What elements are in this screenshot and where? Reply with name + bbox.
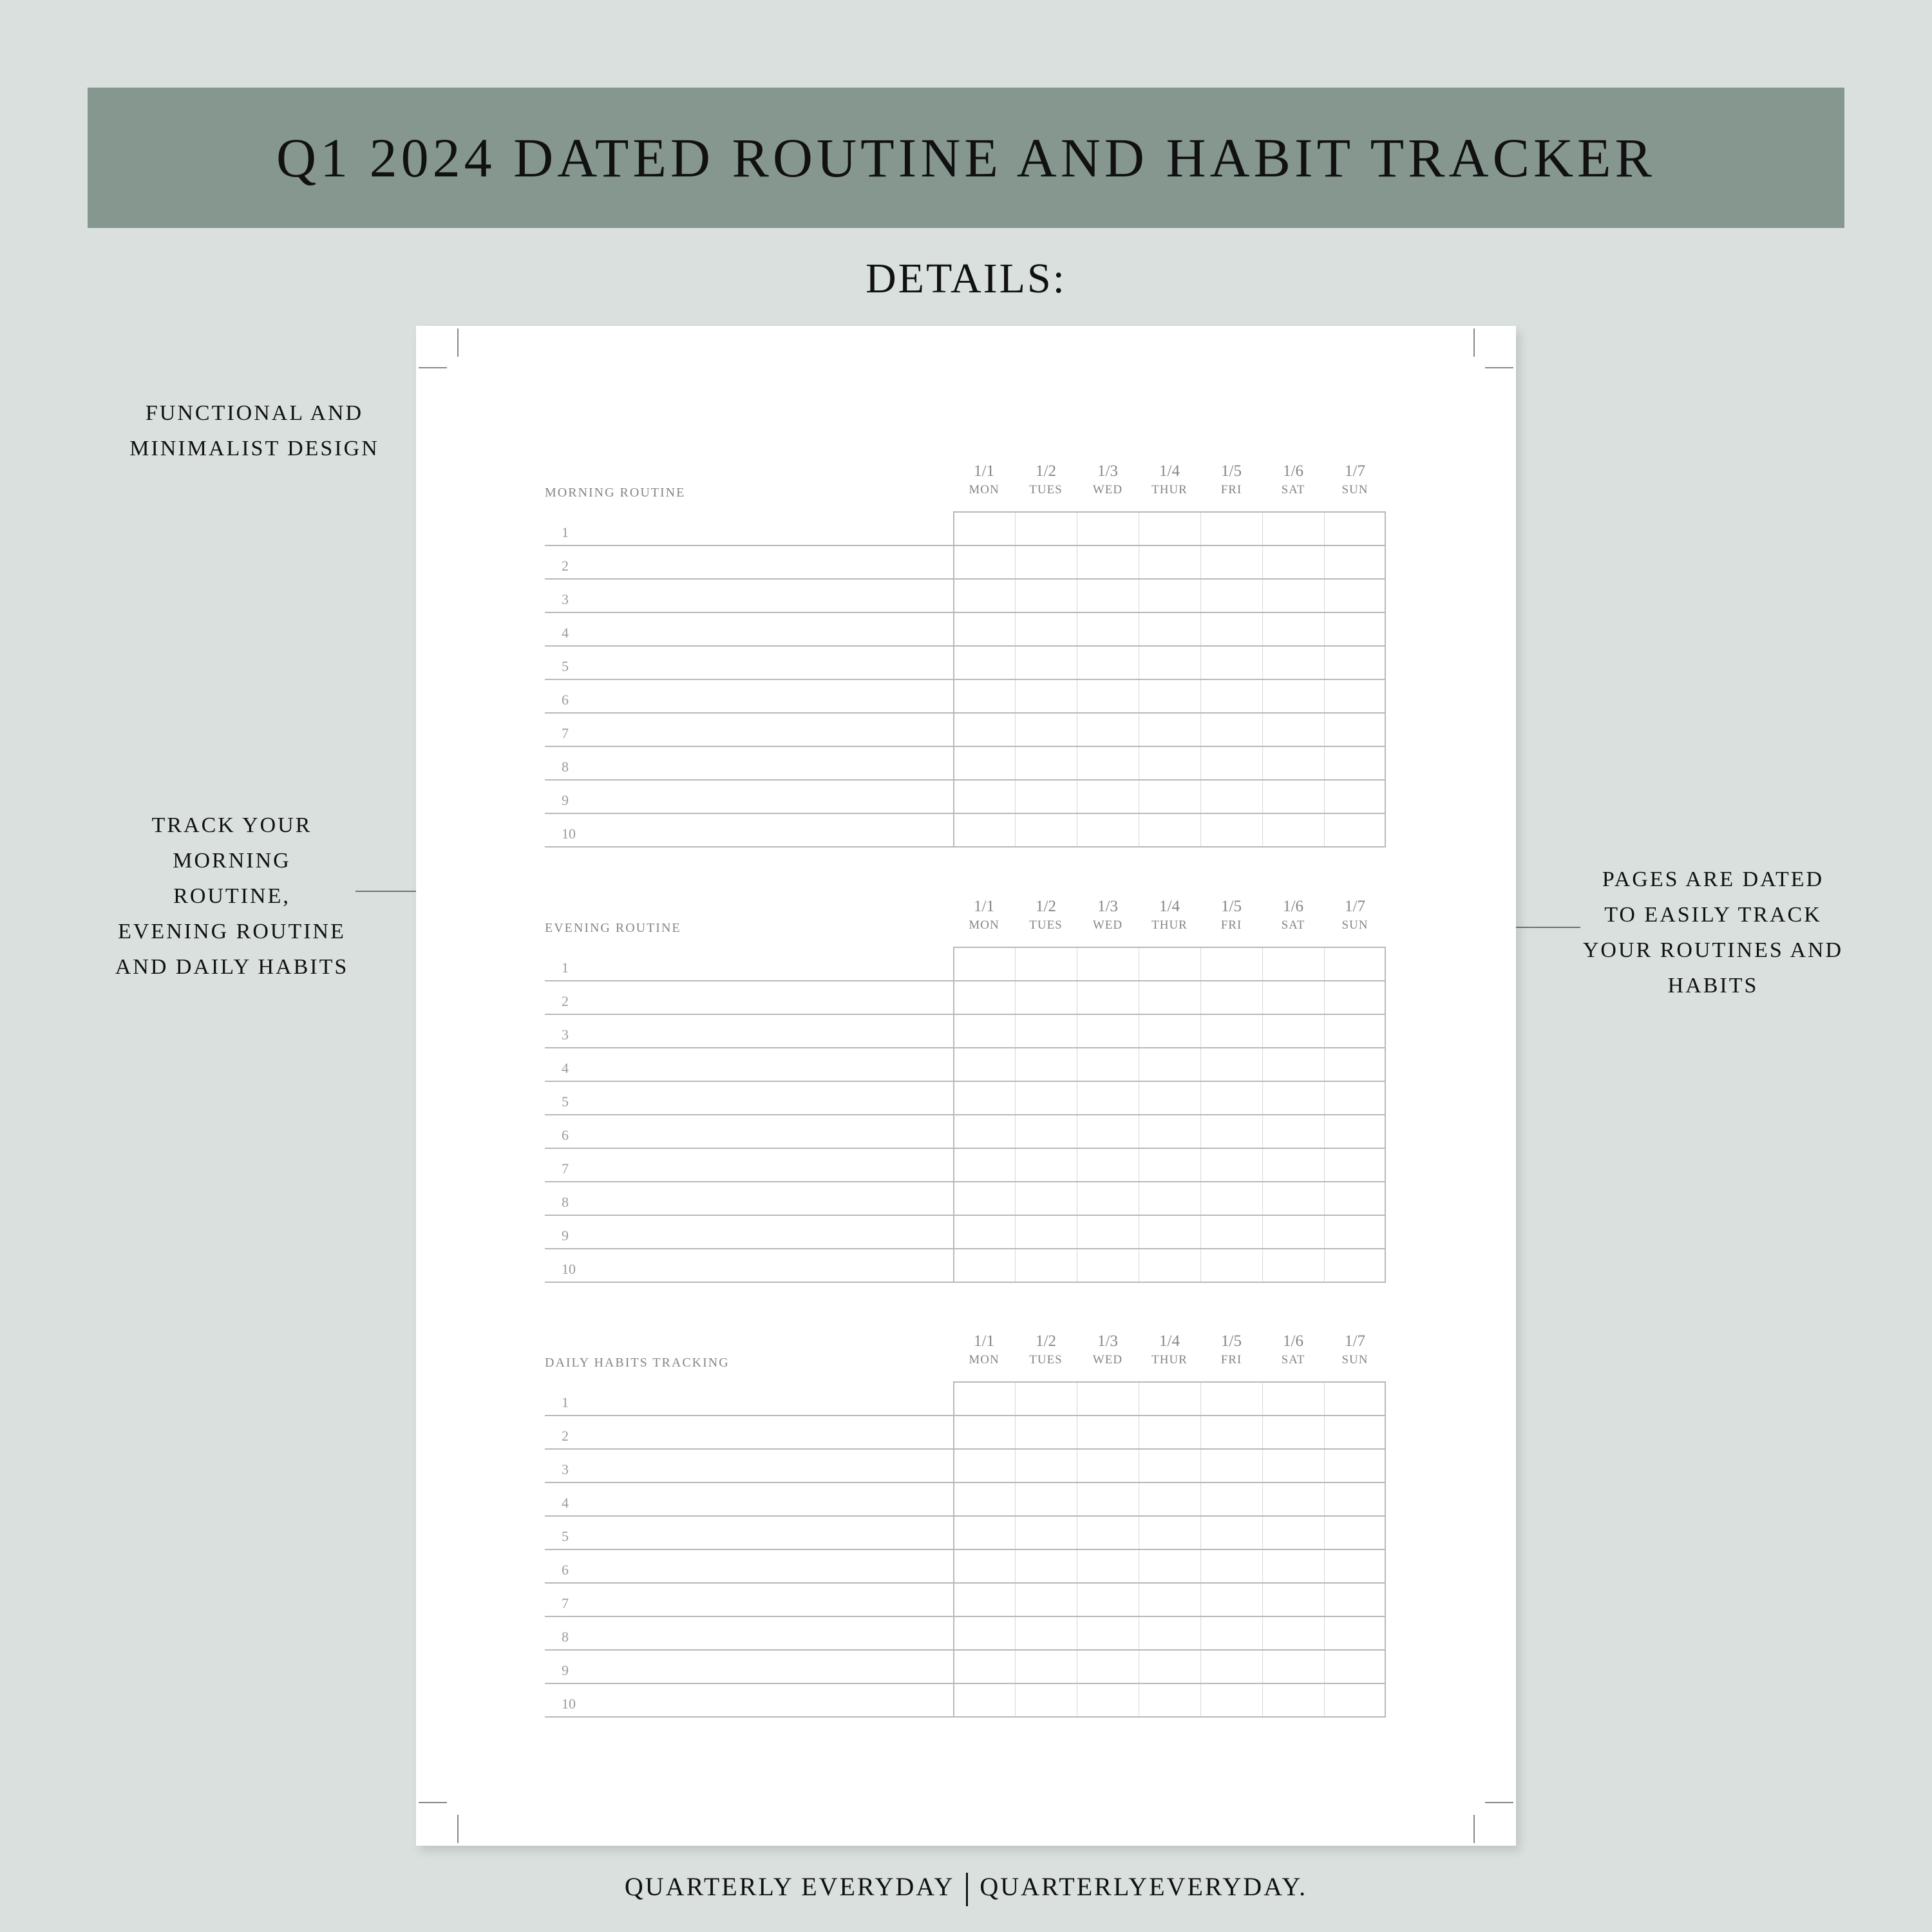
table-row xyxy=(545,1215,1386,1249)
row-number: 3 xyxy=(562,591,569,607)
day-name: WED xyxy=(1092,918,1123,932)
table-row xyxy=(545,1482,1386,1517)
day-name: MON xyxy=(969,483,999,497)
page-title: Q1 2024 DATED ROUTINE AND HABIT TRACKER xyxy=(276,127,1656,189)
day-name: SAT xyxy=(1281,483,1305,497)
day-header xyxy=(1139,462,1200,497)
table-row xyxy=(545,947,1386,981)
footer-brand: QUARTERLY EVERYDAY xyxy=(624,1872,955,1901)
row-number: 5 xyxy=(562,658,569,674)
table-row xyxy=(545,1381,1386,1416)
table-row xyxy=(545,1448,1386,1483)
details-heading: DETAILS: xyxy=(865,255,1066,302)
section-title: EVENING ROUTINE xyxy=(545,921,681,935)
table-row xyxy=(545,1683,1386,1718)
row-number: 10 xyxy=(562,1696,576,1712)
row-number: 8 xyxy=(562,1629,569,1645)
day-name: FRI xyxy=(1220,1353,1242,1367)
row-number: 2 xyxy=(562,558,569,574)
day-header xyxy=(1015,462,1077,497)
row-number: 9 xyxy=(562,1662,569,1678)
title-banner xyxy=(88,88,1844,228)
row-number: 9 xyxy=(562,792,569,808)
day-header xyxy=(1139,898,1200,933)
day-header xyxy=(953,462,1015,497)
day-header xyxy=(953,1332,1015,1367)
note-track xyxy=(103,808,361,985)
day-name: THUR xyxy=(1151,483,1188,497)
table-row xyxy=(545,1014,1386,1048)
day-header xyxy=(1077,1332,1139,1367)
row-number: 6 xyxy=(562,1127,569,1143)
table-row xyxy=(545,1181,1386,1216)
crop-mark xyxy=(1485,1802,1513,1803)
table-row xyxy=(545,746,1386,781)
day-name: SUN xyxy=(1341,483,1368,497)
table-row xyxy=(545,813,1386,848)
day-date: 1/3 xyxy=(1097,898,1118,915)
table-row xyxy=(545,1047,1386,1082)
note-line: MINIMALIST DESIGN xyxy=(129,437,379,460)
note-dated xyxy=(1571,862,1855,1003)
row-number: 10 xyxy=(562,826,576,842)
table-row xyxy=(545,1248,1386,1283)
row-number: 7 xyxy=(562,725,569,741)
day-date: 1/3 xyxy=(1097,462,1118,480)
table-row xyxy=(545,1549,1386,1584)
row-number: 1 xyxy=(562,960,569,976)
day-header xyxy=(1262,1332,1324,1367)
row-number: 8 xyxy=(562,1194,569,1210)
day-date: 1/2 xyxy=(1036,1332,1056,1350)
note-design xyxy=(109,395,399,466)
table-row xyxy=(545,1114,1386,1149)
table-row xyxy=(545,1415,1386,1450)
day-name: MON xyxy=(969,1353,999,1367)
day-date: 1/7 xyxy=(1345,898,1365,915)
row-number: 7 xyxy=(562,1160,569,1177)
table-row xyxy=(545,511,1386,546)
day-name: TUES xyxy=(1029,1353,1063,1367)
day-date: 1/6 xyxy=(1283,462,1303,480)
crop-mark xyxy=(457,328,459,357)
note-line: PAGES ARE DATED xyxy=(1602,867,1824,891)
table-row xyxy=(545,1515,1386,1550)
day-date: 1/4 xyxy=(1159,1332,1180,1350)
day-header xyxy=(1200,462,1262,497)
day-date: 1/1 xyxy=(974,1332,994,1350)
day-date: 1/1 xyxy=(974,898,994,915)
row-number: 5 xyxy=(562,1094,569,1110)
day-header xyxy=(1324,462,1386,497)
day-date: 1/2 xyxy=(1036,462,1056,480)
day-header xyxy=(1077,462,1139,497)
row-number: 5 xyxy=(562,1528,569,1544)
row-number: 7 xyxy=(562,1595,569,1611)
day-date: 1/3 xyxy=(1097,1332,1118,1350)
day-header xyxy=(1015,1332,1077,1367)
crop-mark xyxy=(1473,1815,1475,1843)
day-date: 1/6 xyxy=(1283,1332,1303,1350)
day-header xyxy=(1262,898,1324,933)
table-row xyxy=(545,1148,1386,1182)
day-date: 1/7 xyxy=(1345,462,1365,480)
row-number: 8 xyxy=(562,759,569,775)
day-name: MON xyxy=(969,918,999,932)
day-name: TUES xyxy=(1029,918,1063,932)
row-number: 4 xyxy=(562,1060,569,1076)
day-date: 1/1 xyxy=(974,462,994,480)
day-header xyxy=(1077,898,1139,933)
row-number: 3 xyxy=(562,1461,569,1477)
table-row xyxy=(545,679,1386,714)
day-date: 1/4 xyxy=(1159,462,1180,480)
day-name: WED xyxy=(1092,1353,1123,1367)
day-name: THUR xyxy=(1151,918,1188,932)
table-row xyxy=(545,1081,1386,1115)
day-date: 1/5 xyxy=(1221,462,1242,480)
day-name: WED xyxy=(1092,483,1123,497)
table-row xyxy=(545,980,1386,1015)
day-date: 1/7 xyxy=(1345,1332,1365,1350)
day-name: FRI xyxy=(1220,483,1242,497)
row-number: 1 xyxy=(562,1394,569,1410)
day-header xyxy=(1015,898,1077,933)
row-number: 6 xyxy=(562,692,569,708)
table-row xyxy=(545,712,1386,747)
note-line: YOUR ROUTINES AND xyxy=(1582,938,1844,962)
row-number: 4 xyxy=(562,625,569,641)
table-row xyxy=(545,1582,1386,1617)
table-row xyxy=(545,645,1386,680)
table-row xyxy=(545,612,1386,647)
day-name: SAT xyxy=(1281,1353,1305,1367)
day-date: 1/4 xyxy=(1159,898,1180,915)
table-row xyxy=(545,1616,1386,1651)
day-date: 1/5 xyxy=(1221,1332,1242,1350)
note-line: MORNING xyxy=(173,849,291,873)
crop-mark xyxy=(419,1802,447,1803)
day-date: 1/5 xyxy=(1221,898,1242,915)
day-name: FRI xyxy=(1220,918,1242,932)
table-row xyxy=(545,1649,1386,1684)
day-header xyxy=(1200,898,1262,933)
row-number: 6 xyxy=(562,1562,569,1578)
section-title: MORNING ROUTINE xyxy=(545,486,686,500)
row-number: 1 xyxy=(562,524,569,540)
footer-site: QUARTERLYEVERYDAY. xyxy=(980,1872,1308,1901)
day-name: SUN xyxy=(1341,918,1368,932)
crop-mark xyxy=(1485,367,1513,368)
row-number: 10 xyxy=(562,1261,576,1277)
row-number: 2 xyxy=(562,993,569,1009)
day-name: TUES xyxy=(1029,483,1063,497)
row-number: 9 xyxy=(562,1227,569,1244)
day-header xyxy=(1139,1332,1200,1367)
day-name: SUN xyxy=(1341,1353,1368,1367)
note-line: TO EASILY TRACK xyxy=(1604,903,1822,927)
row-number: 2 xyxy=(562,1428,569,1444)
note-line: EVENING ROUTINE xyxy=(118,920,346,943)
note-line: ROUTINE, xyxy=(173,884,290,908)
day-header xyxy=(1200,1332,1262,1367)
row-number: 4 xyxy=(562,1495,569,1511)
table-row xyxy=(545,545,1386,580)
note-line: TRACK YOUR xyxy=(151,813,312,837)
planner-page xyxy=(416,326,1516,1846)
note-line: FUNCTIONAL AND xyxy=(145,401,364,425)
footer-divider xyxy=(966,1873,968,1906)
section-title: DAILY HABITS TRACKING xyxy=(545,1356,730,1370)
crop-mark xyxy=(419,367,447,368)
day-name: SAT xyxy=(1281,918,1305,932)
note-line: HABITS xyxy=(1667,974,1759,998)
note-line: AND DAILY HABITS xyxy=(115,955,349,979)
day-header xyxy=(1262,462,1324,497)
day-header xyxy=(953,898,1015,933)
table-row xyxy=(545,578,1386,613)
day-header xyxy=(1324,1332,1386,1367)
row-number: 3 xyxy=(562,1027,569,1043)
day-date: 1/2 xyxy=(1036,898,1056,915)
day-name: THUR xyxy=(1151,1353,1188,1367)
day-date: 1/6 xyxy=(1283,898,1303,915)
table-row xyxy=(545,779,1386,814)
crop-mark xyxy=(1473,328,1475,357)
day-header xyxy=(1324,898,1386,933)
crop-mark xyxy=(457,1815,459,1843)
footer xyxy=(0,1871,1932,1906)
